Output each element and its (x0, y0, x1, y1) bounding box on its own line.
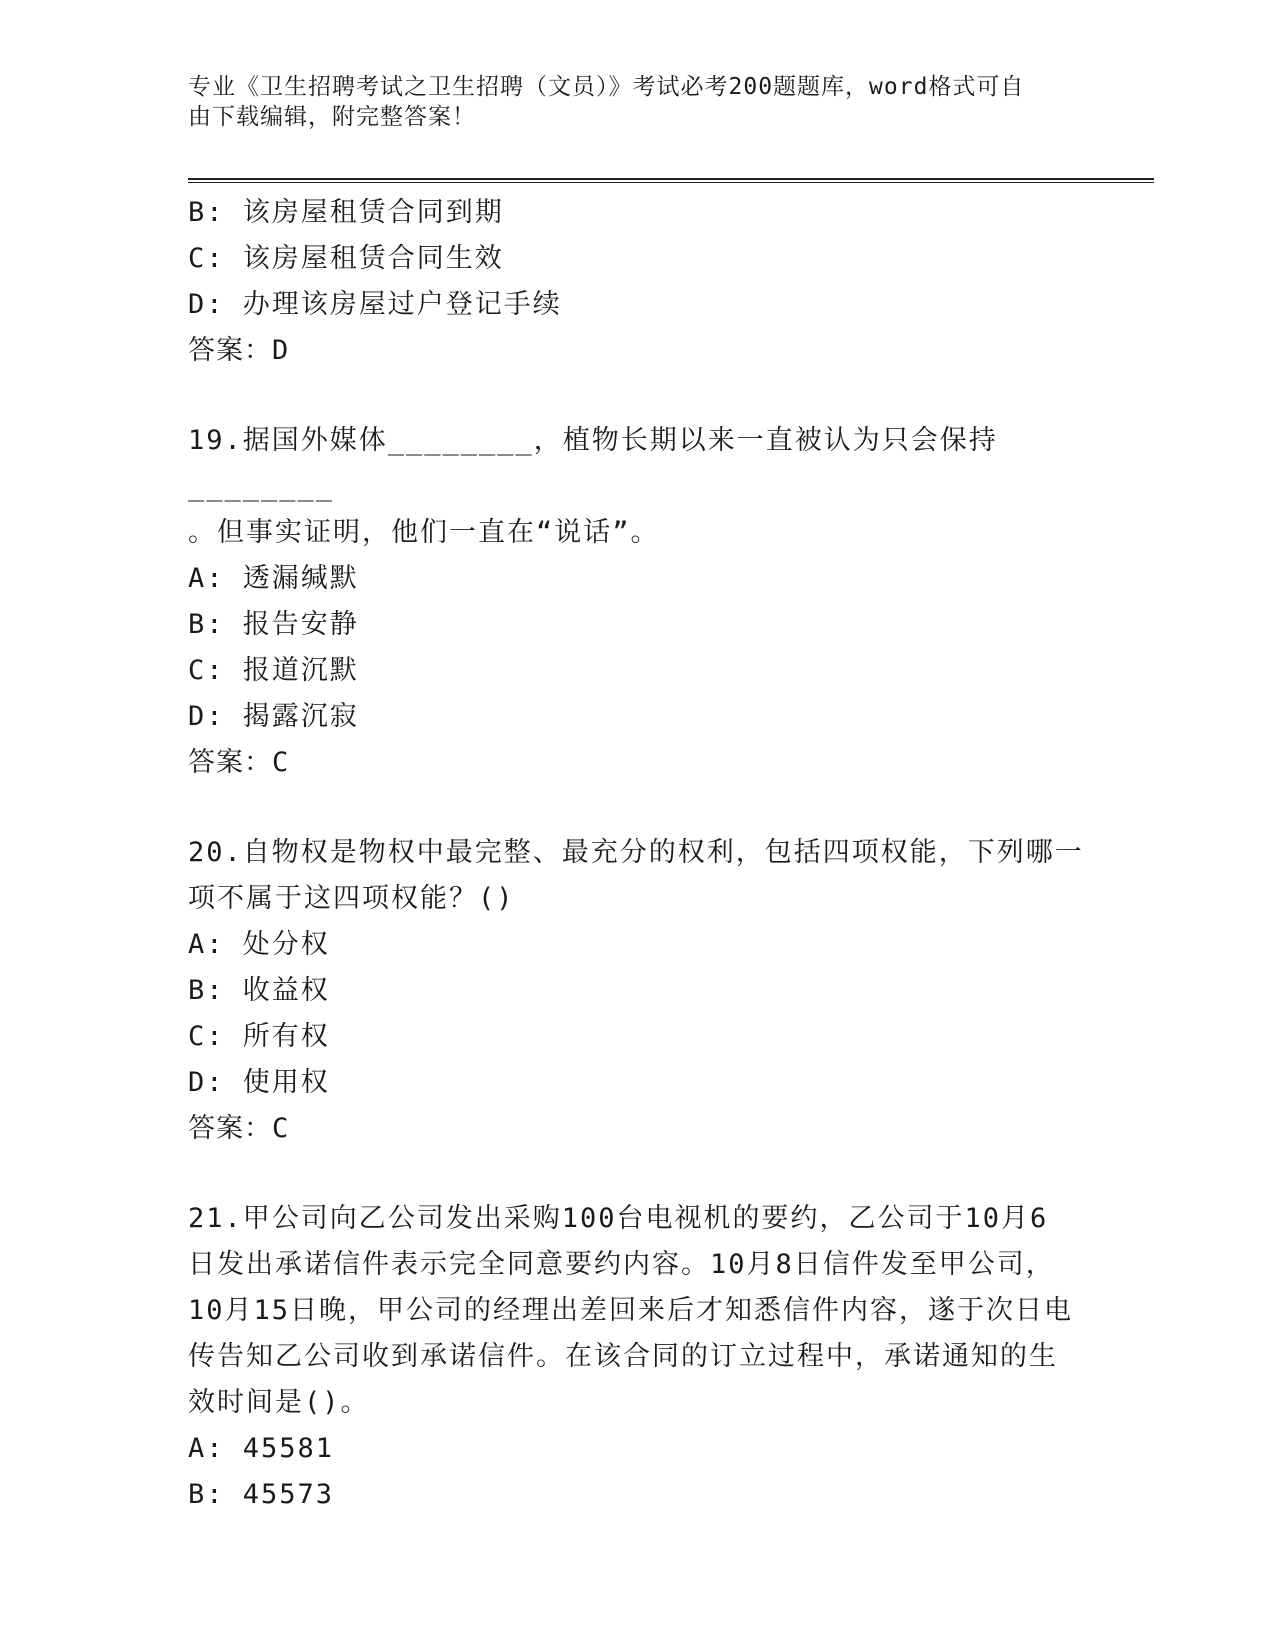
answer-line: 答案：D (188, 335, 290, 366)
question-text-line: 10月15日晚，甲公司的经理出差回来后才知悉信件内容，遂于次日电 (188, 1295, 1074, 1326)
option-a: A: 透漏缄默 (188, 563, 359, 594)
answer-line: 答案：C (188, 1113, 290, 1144)
option-d: D: 使用权 (188, 1067, 330, 1098)
header-rule-thick (188, 178, 1154, 180)
option-a: A: 45581 (188, 1433, 335, 1464)
header-line-2: 由下载编辑，附完整答案！ (188, 104, 476, 130)
answer-line: 答案：C (188, 747, 290, 778)
option-b: B: 报告安静 (188, 609, 359, 640)
question-text-line: 21.甲公司向乙公司发出采购100台电视机的要约，乙公司于10月6 (188, 1203, 1049, 1234)
question-text-line: 项不属于这四项权能？() (188, 883, 515, 914)
option-d: D: 办理该房屋过户登记手续 (188, 289, 562, 320)
question-text-line: 20.自物权是物权中最完整、最充分的权利，包括四项权能，下列哪一 (188, 837, 1084, 868)
option-a: A: 处分权 (188, 929, 330, 960)
header-line-1: 专业《卫生招聘考试之卫生招聘（文员）》考试必考200题题库，word格式可自 (188, 74, 1025, 100)
question-text-line: 。但事实证明，他们一直在“说话”。 (188, 517, 660, 548)
document-header (188, 72, 1068, 132)
prev-question-block (188, 190, 1088, 374)
question-21 (188, 1196, 1088, 1518)
option-b: B: 收益权 (188, 975, 330, 1006)
option-c: C: 该房屋租赁合同生效 (188, 243, 504, 274)
header-rule-thin (188, 182, 1154, 183)
spacer (188, 374, 1088, 418)
option-c: C: 报道沉默 (188, 655, 359, 686)
question-text-line: 日发出承诺信件表示完全同意要约内容。10月8日信件发至甲公司， (188, 1249, 1055, 1280)
question-text-line: 效时间是()。 (188, 1387, 370, 1418)
question-text-line: 19.据国外媒体________，植物长期以来一直被认为只会保持________ (188, 425, 998, 502)
question-19 (188, 418, 1088, 786)
option-b: B: 该房屋租赁合同到期 (188, 197, 504, 228)
question-20 (188, 830, 1088, 1152)
question-text-line: 传告知乙公司收到承诺信件。在该合同的订立过程中，承诺通知的生 (188, 1341, 1058, 1372)
spacer (188, 786, 1088, 830)
option-b: B: 45573 (188, 1479, 335, 1510)
document-content (188, 190, 1088, 1518)
option-c: C: 所有权 (188, 1021, 330, 1052)
spacer (188, 1152, 1088, 1196)
option-d: D: 揭露沉寂 (188, 701, 359, 732)
